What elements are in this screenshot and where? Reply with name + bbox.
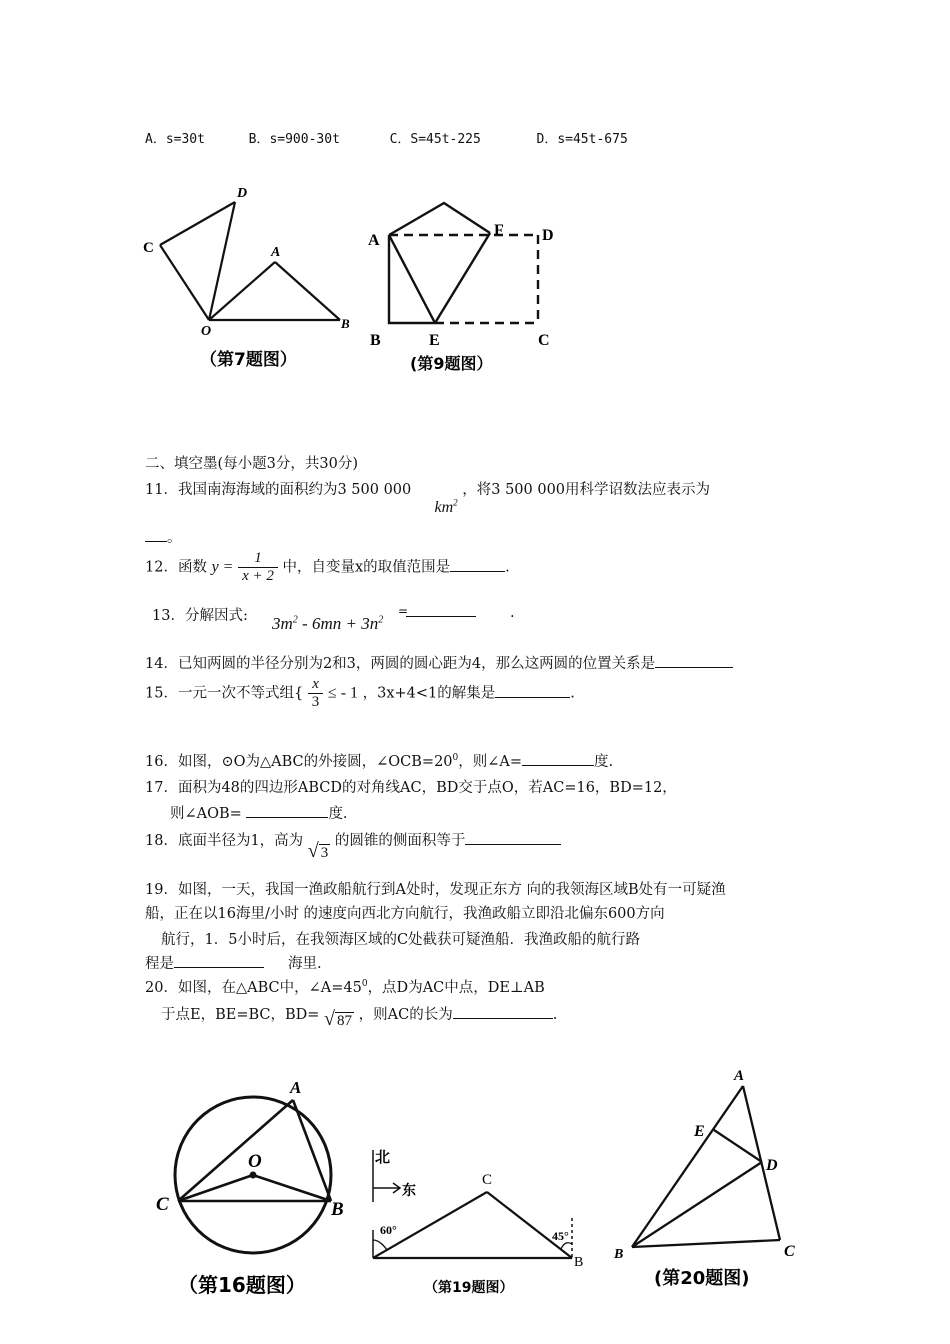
q11-text1: 11．我国南海海域的面积约为3 500 000	[145, 482, 412, 498]
q20-blank[interactable]	[453, 1004, 553, 1019]
fig9-line-ef	[435, 233, 490, 323]
question-20-line1	[145, 976, 545, 997]
figure-7	[135, 180, 365, 380]
q11-text2: ，将3 500 000用科学诏数法应表示为	[462, 482, 711, 498]
q14-blank[interactable]	[655, 653, 733, 668]
fig16-caption: （第16题图）	[178, 1273, 306, 1297]
q13-equals: =	[398, 604, 409, 618]
fig7-line-ab	[275, 262, 340, 320]
fig7-label-o: O	[201, 324, 212, 339]
fig20-label-c: C	[784, 1243, 795, 1260]
q13-expr-a: 3m	[272, 614, 293, 633]
fig7-label-c: C	[143, 240, 154, 256]
q13-answer	[406, 602, 515, 621]
question-19-line4	[145, 952, 322, 973]
figure-20	[610, 1062, 810, 1302]
fig19-angle-arc-b	[561, 1243, 572, 1249]
q13-text1: 13．分解因式:	[152, 608, 248, 624]
option-d: D．s=45t-675	[536, 132, 628, 147]
figure-19	[362, 1140, 602, 1305]
fig9-line-ae	[389, 235, 435, 323]
q11-unit-sup: 2	[453, 497, 458, 508]
fig9-fold-top	[389, 203, 490, 235]
q11-tail: 。	[167, 530, 182, 546]
fig16-line-co	[178, 1175, 253, 1201]
fig16-line-ca	[178, 1100, 293, 1201]
fig19-label-60: 60°	[380, 1223, 397, 1237]
q12-numerator: 1	[254, 550, 262, 566]
q13-tail: .	[510, 605, 515, 621]
q20-tail: .	[552, 1007, 558, 1023]
question-15	[145, 676, 575, 711]
fig19-line-cb	[487, 1192, 572, 1258]
fig16-line-ab	[293, 1100, 331, 1201]
fig7-label-a: A	[271, 245, 281, 260]
q17-line2a: 则∠AOB=	[170, 806, 242, 822]
q20-radicand: 87	[337, 1013, 353, 1029]
q18-text2: 的圆锥的侧面积等于	[334, 833, 466, 849]
q20-line2a: 于点E，BE=BC，BD=	[161, 1007, 320, 1023]
q13-blank[interactable]	[406, 602, 476, 617]
fig16-label-c: C	[156, 1194, 169, 1215]
q12-denominator: x + 2	[238, 567, 278, 585]
q19-line4a: 程是	[145, 956, 174, 972]
question-19-line1: 19．如图，一天，我国一渔政船航行到A处时，发现正东方 向的我领海区域B处有一可疑渔	[145, 882, 726, 898]
fig7-caption: （第7题图）	[200, 350, 297, 370]
fig19-angle-arc-a	[373, 1240, 387, 1250]
figure-16	[148, 1070, 368, 1310]
fig20-label-e: E	[694, 1123, 705, 1140]
fig20-label-a: A	[734, 1068, 745, 1084]
question-17-line2	[170, 802, 348, 823]
option-a: A．s=30t	[145, 132, 205, 147]
q15-text2: ，3x+4<1的解集是	[362, 685, 496, 702]
q14-text: 14．已知两圆的半径分别为2和3，两圆的圆心距为4，那么这两圆的位置关系是	[145, 656, 656, 672]
question-20-line2	[161, 1002, 558, 1030]
q17-line2b: 度.	[328, 806, 348, 822]
q12-fraction	[238, 550, 278, 585]
question-17-line1: 17．面积为48的四边形ABCD的对角线AC，BD交于点O，若AC=16，BD=12，	[145, 780, 677, 796]
q15-tail: .	[570, 685, 575, 702]
question-14	[145, 652, 733, 673]
q20-line1a: 20．如图，在△ABC中，∠A=45	[145, 980, 362, 996]
q18-sqrt: √ 3	[307, 840, 329, 862]
q11-unit	[434, 499, 457, 516]
fig16-line-ob	[253, 1175, 331, 1201]
fig20-line-ab	[632, 1086, 743, 1247]
q16-blank[interactable]	[522, 751, 594, 766]
fig19-label-north: 北	[375, 1150, 391, 1166]
q20-line1b: ，点D为AC中点，DE⊥AB	[367, 980, 545, 996]
q13-sup1: 2	[292, 614, 298, 626]
fig19-label-b: B	[574, 1255, 584, 1270]
q12-text2: 中，自变量x的取值范围是	[282, 559, 451, 576]
q12-tail: .	[505, 559, 510, 576]
fig7-line-co	[160, 245, 209, 320]
fig16-label-a: A	[290, 1078, 302, 1097]
q16-sup: 0	[452, 753, 459, 764]
fig16-label-b: B	[331, 1199, 344, 1220]
option-c: C．S=45t-225	[389, 132, 481, 147]
q15-fraction	[308, 676, 324, 711]
fig9-caption: (第9题图）	[410, 354, 493, 373]
q20-line2b: ，则AC的长为	[358, 1007, 453, 1023]
q20-sup: 0	[361, 979, 368, 990]
fig20-line-bd	[632, 1162, 762, 1247]
fig16-label-o: O	[248, 1151, 262, 1172]
option-b: B．s=900-30t	[248, 132, 340, 147]
q17-blank[interactable]	[246, 803, 328, 818]
q18-radicand: 3	[320, 845, 329, 861]
fig9-label-f: F	[494, 222, 504, 239]
fig19-caption: （第19题图）	[424, 1280, 514, 1296]
fig9-label-e: E	[429, 332, 440, 349]
q12-blank[interactable]	[450, 557, 505, 572]
question-18	[145, 828, 561, 862]
question-13	[152, 604, 248, 625]
q15-blank[interactable]	[495, 683, 570, 698]
q19-blank[interactable]	[174, 953, 264, 968]
options-line	[145, 128, 628, 147]
fig9-label-b: B	[370, 332, 381, 349]
q13-expression	[272, 614, 383, 634]
fig20-line-bc	[632, 1240, 780, 1247]
q16-tail: 度.	[594, 754, 614, 770]
fig9-label-d: D	[542, 227, 554, 244]
figure-9	[362, 185, 572, 385]
fig9-label-a: A	[368, 232, 380, 249]
fig7-line-cd	[160, 202, 235, 245]
fig7-line-do	[209, 202, 235, 320]
fig19-label-east: 东	[402, 1184, 416, 1199]
q12-text1: 12．函数	[145, 559, 207, 576]
question-19-line3: 航行，1．5小时后，在我领海区域的C处截获可疑渔船．我渔政船的航行路	[161, 932, 641, 948]
question-16	[145, 750, 613, 771]
q12-y: y =	[211, 558, 234, 576]
fig9-label-c: C	[538, 332, 550, 349]
q13-expr-b: - 6mn + 3n	[297, 614, 379, 633]
fig16-center-dot	[250, 1172, 257, 1179]
question-12	[145, 550, 510, 585]
q18-blank[interactable]	[465, 830, 561, 845]
q15-numerator: x	[312, 676, 319, 692]
fig19-label-45: 45°	[552, 1229, 569, 1243]
fig20-caption: (第20题图)	[654, 1268, 750, 1289]
section-2-heading: 二、填空墨(每小题3分，共30分)	[145, 456, 358, 472]
q15-text1: 15．一元一次不等式组{	[145, 685, 304, 702]
q11-blank[interactable]	[145, 527, 167, 542]
question-11	[145, 478, 711, 516]
q18-text1: 18．底面半径为1，高为	[145, 833, 304, 849]
q15-denominator: 3	[308, 693, 324, 711]
fig7-label-d: D	[237, 186, 248, 201]
q11-answer-line	[145, 526, 182, 547]
q16-text1: 16．如图，⊙O为△ABC的外接圆，∠OCB=20	[145, 754, 453, 770]
fig7-label-b: B	[341, 316, 350, 331]
fig20-label-b: B	[614, 1247, 624, 1262]
question-19-line2: 船，正在以16海里/小时 的速度向西北方向航行，我渔政船立即沿北偏东600方向	[145, 906, 665, 922]
q16-text2: ，则∠A=	[458, 754, 523, 770]
q15-inequality: ≤ - 1	[327, 684, 359, 702]
fig20-label-d: D	[766, 1157, 778, 1174]
fig19-label-c: C	[482, 1172, 493, 1188]
q11-unit-text: km	[434, 499, 454, 516]
q19-line4b: 海里.	[288, 956, 322, 972]
q13-sup2: 2	[378, 614, 384, 626]
q20-sqrt: √ 87	[324, 1008, 353, 1030]
